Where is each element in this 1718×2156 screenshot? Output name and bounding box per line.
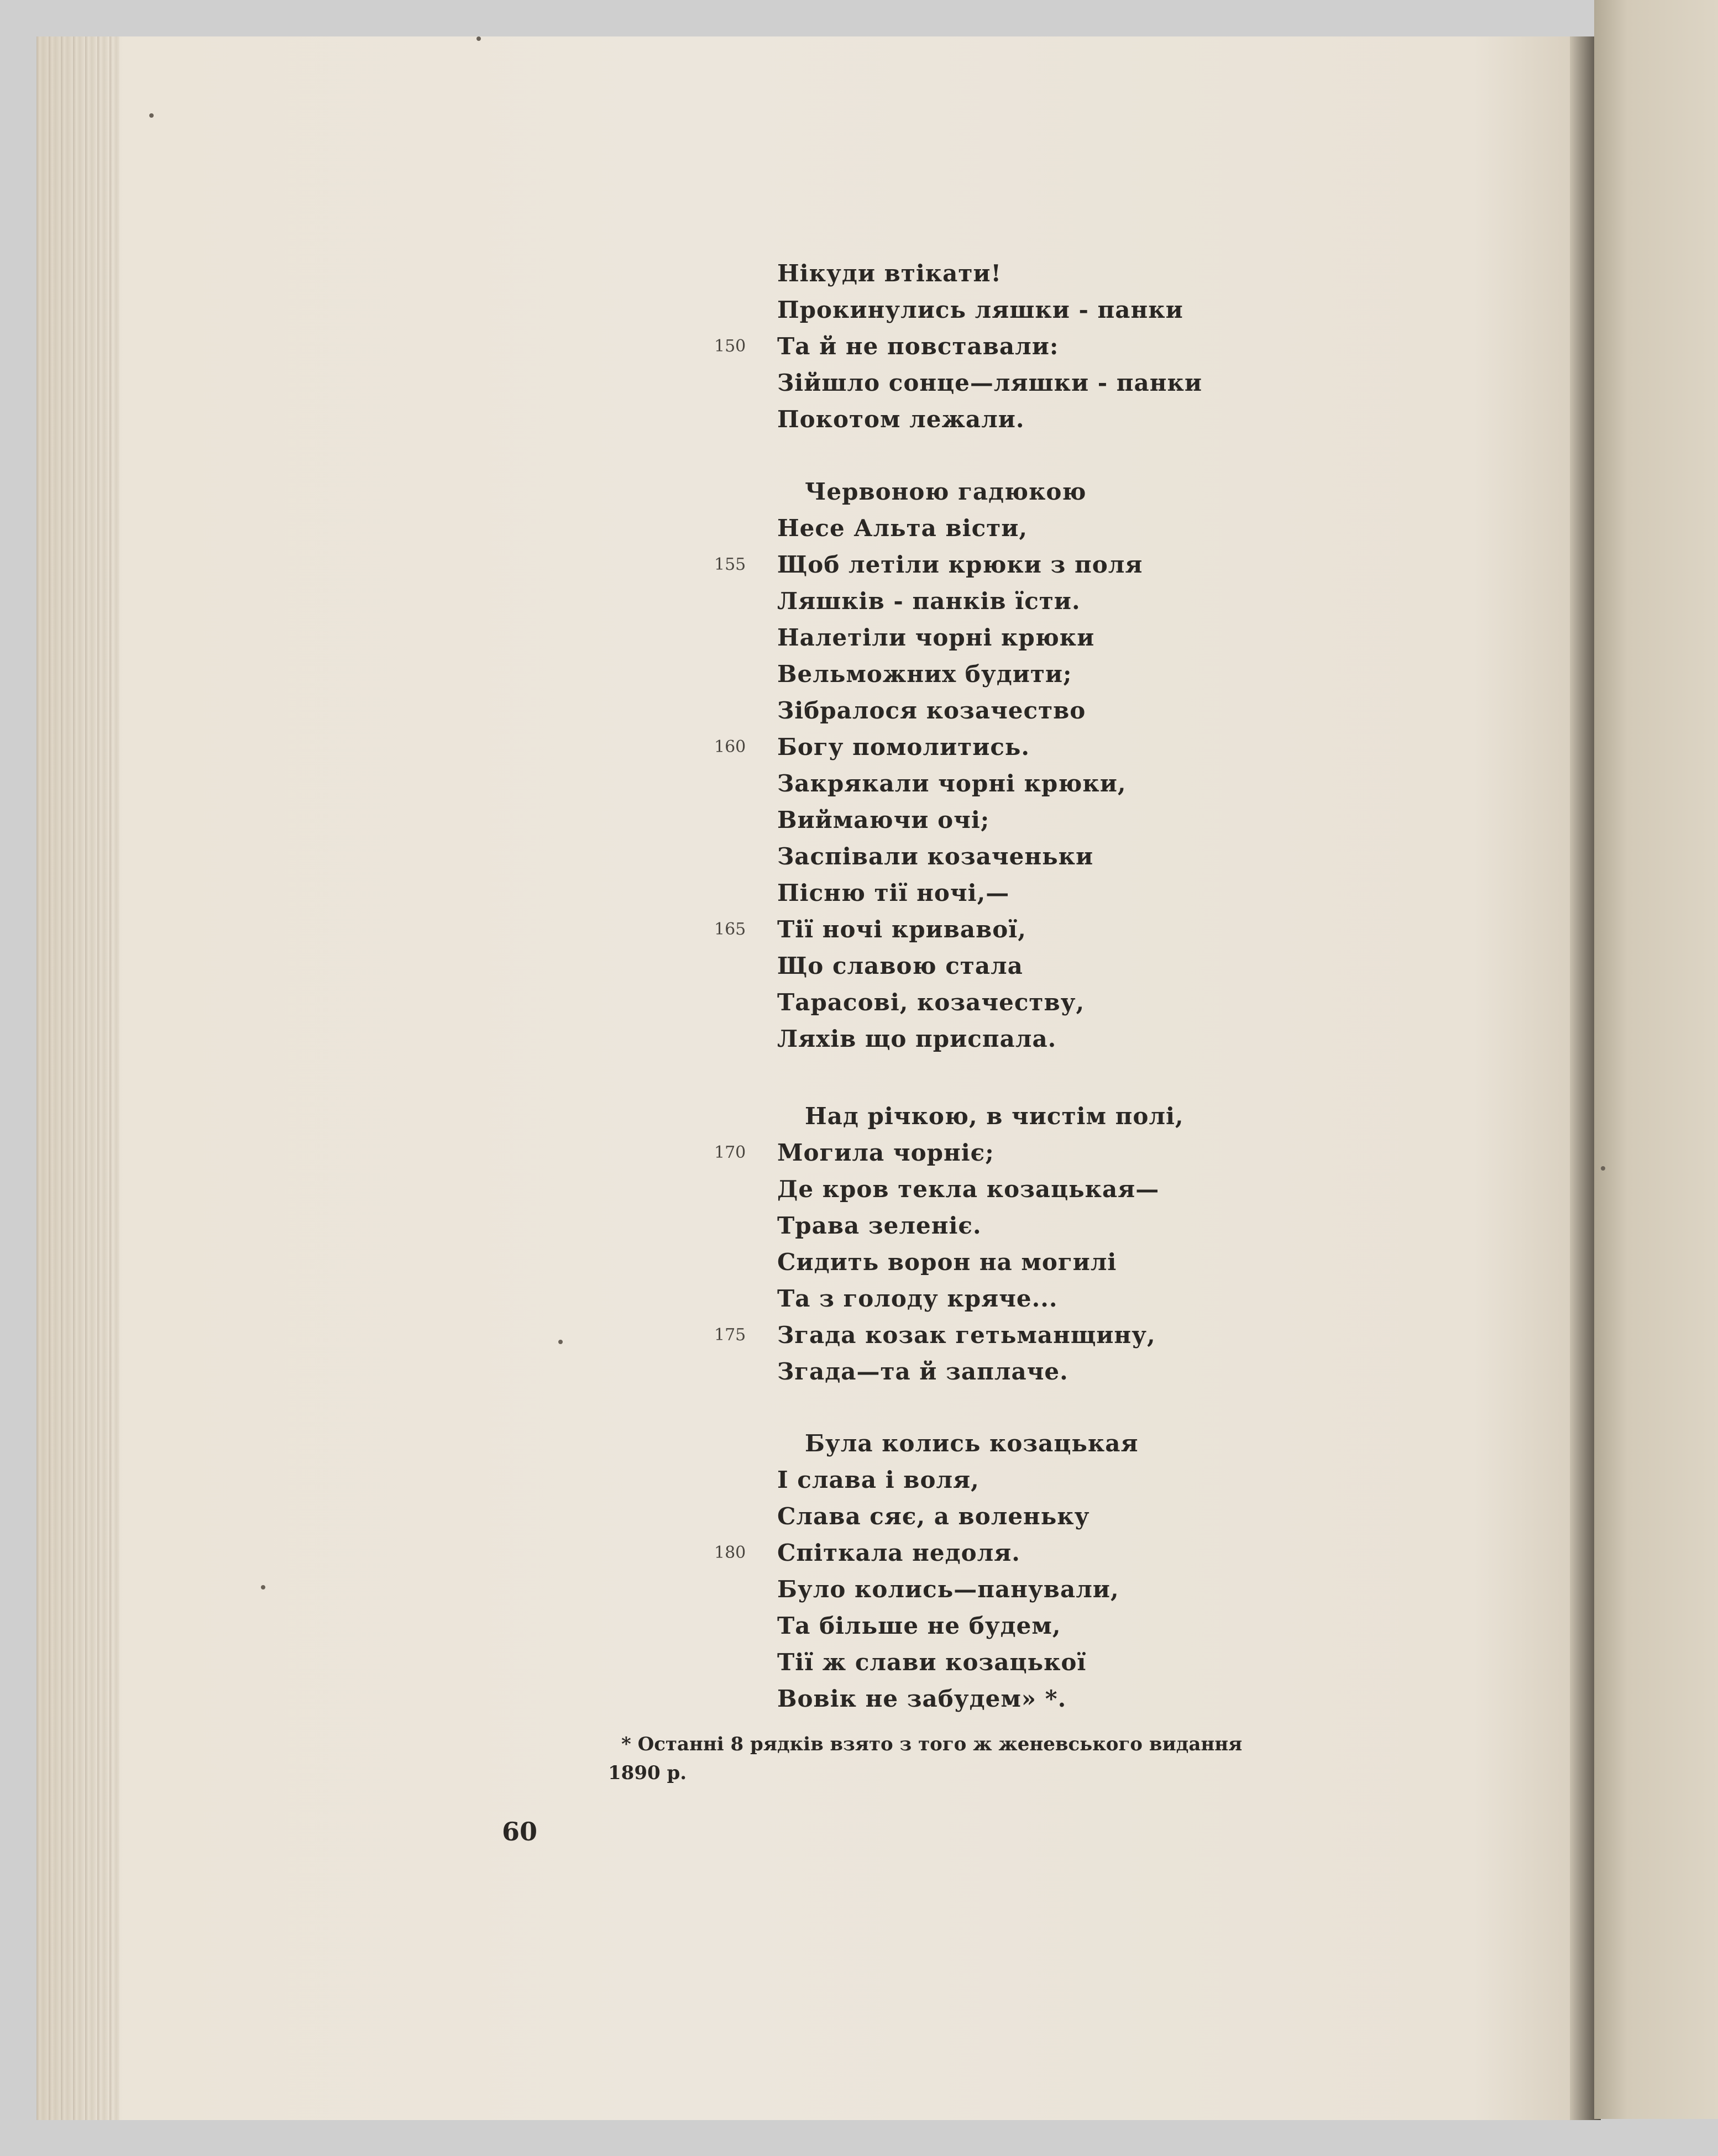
poem-line: Та й не повставали: — [777, 333, 1059, 360]
poem-line: Налетіли чорні крюки — [777, 624, 1095, 651]
paper-speck — [1601, 1166, 1605, 1171]
poem-line: Було колись—панували, — [777, 1576, 1119, 1603]
poem-line: Згада—та й заплаче. — [777, 1358, 1068, 1385]
poem-line: Червоною гадюкою — [805, 478, 1087, 505]
poem-line: Спіткала недоля. — [777, 1539, 1020, 1566]
poem-line: Несе Альта вісти, — [777, 515, 1028, 542]
poem-line: Заспівали козаченьки — [777, 843, 1094, 870]
poem-line: Тії ж слави козацької — [777, 1649, 1087, 1676]
poem-line: Закрякали чорні крюки, — [777, 770, 1127, 797]
paper-speck — [558, 1340, 563, 1344]
poem-line: Де кров текла козацькая— — [777, 1176, 1160, 1203]
poem-line: Могила чорніє; — [777, 1139, 994, 1166]
paper-speck — [149, 113, 154, 118]
poem-line: Ляшків - панків їсти. — [777, 587, 1081, 615]
poem-line: Вовік не забудем» *. — [777, 1685, 1067, 1712]
poem-line: Трава зеленіє. — [777, 1212, 982, 1239]
line-number: 155 — [714, 555, 746, 574]
poem-line: Сидить ворон на могилі — [777, 1249, 1117, 1276]
poem-line: Покотом лежали. — [777, 406, 1025, 433]
page-number: 60 — [502, 1817, 538, 1846]
poem-line: Пісню тії ночі,— — [777, 879, 1010, 906]
poem-line: Була колись козацькая — [805, 1430, 1139, 1457]
poem-line: Прокинулись ляшки - панки — [777, 296, 1183, 323]
paper-speck — [476, 36, 481, 41]
poem-line: Нікуди втікати! — [777, 260, 1002, 287]
poem-line: Та з голоду кряче... — [777, 1285, 1058, 1312]
poem-line: Тії ночі кривавої, — [777, 916, 1026, 943]
poem-line: Слава сяє, а воленьку — [777, 1503, 1090, 1530]
paper-speck — [261, 1585, 265, 1590]
footnote — [608, 1730, 1271, 1787]
poem-line: Зібралося козачество — [777, 697, 1086, 724]
poem-line: Вельможних будити; — [777, 660, 1072, 688]
poem-line: Згада козак гетьманщину, — [777, 1321, 1156, 1349]
line-number: 160 — [714, 737, 746, 757]
poem-line: Над річкою, в чистім полі, — [805, 1103, 1184, 1130]
poem-line: Виймаючи очі; — [777, 806, 990, 833]
line-number: 150 — [714, 337, 746, 356]
poem-line: І слава і воля, — [777, 1466, 980, 1493]
poem-line: Щоб летіли крюки з поля — [777, 551, 1143, 578]
footnote-line: 1890 р. — [608, 1762, 687, 1784]
poem-line: Зійшло сонце—ляшки - панки — [777, 369, 1202, 396]
line-number: 170 — [714, 1143, 746, 1162]
footnote-line: * Останні 8 рядків взято з того ж женевського видання — [621, 1733, 1243, 1755]
poem-line: Богу помолитись. — [777, 733, 1030, 760]
line-number: 165 — [714, 920, 746, 939]
poem-line: Що славою стала — [777, 952, 1023, 979]
line-number: 175 — [714, 1325, 746, 1345]
line-number: 180 — [714, 1543, 746, 1562]
poem-line: Тарасові, козачеству, — [777, 989, 1085, 1016]
poem-line: Та більше не будем, — [777, 1612, 1061, 1639]
poem-line: Ляхів що приспала. — [777, 1025, 1057, 1052]
